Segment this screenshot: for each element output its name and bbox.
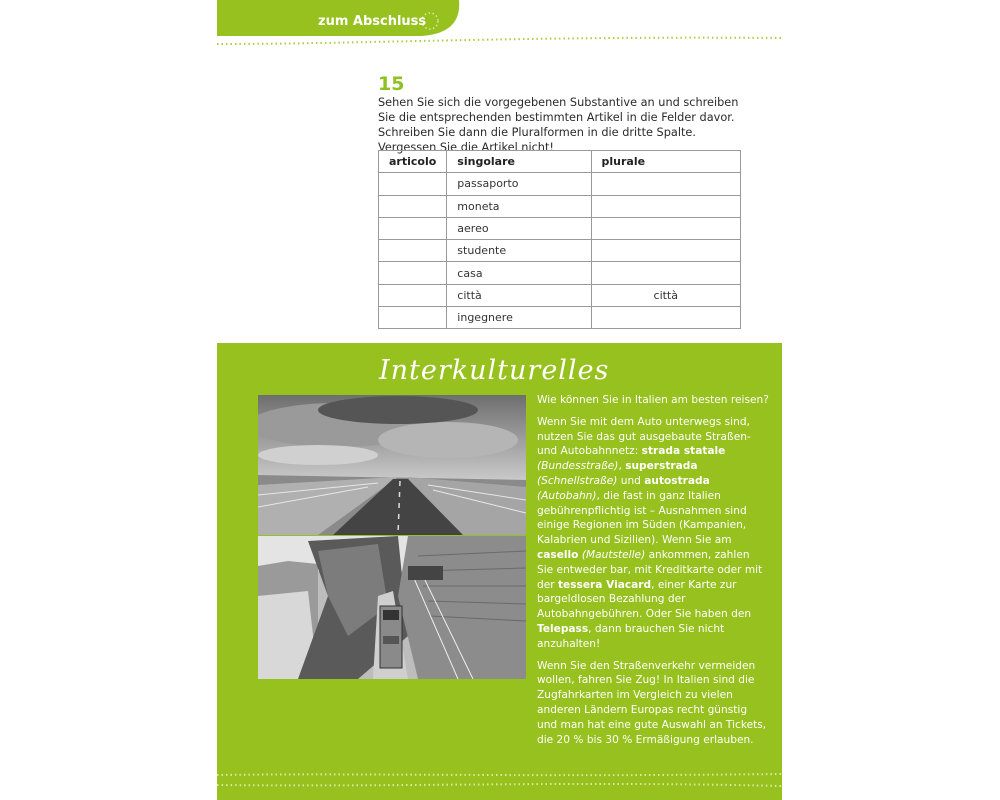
- header-plurale: plurale: [591, 151, 740, 173]
- culture-question: Wie können Sie in Italien am besten reisen?: [537, 394, 769, 406]
- articolo-input[interactable]: [379, 240, 447, 262]
- road-photo: [258, 395, 526, 535]
- singolare-cell: ingegnere: [447, 307, 591, 329]
- plurale-input[interactable]: [591, 262, 740, 284]
- section-title: zum Abschluss: [318, 14, 427, 29]
- singolare-cell: moneta: [447, 195, 591, 217]
- train-photo: [258, 536, 526, 679]
- table-header-row: [379, 151, 741, 173]
- page: [217, 0, 782, 800]
- translation: (Schnellstraße): [537, 474, 618, 487]
- header-banner: [217, 0, 782, 60]
- singolare-cell: città: [447, 284, 591, 306]
- header-singolare: singolare: [447, 151, 591, 173]
- translation: (Autobahn): [537, 489, 597, 502]
- table-row: [379, 240, 741, 262]
- table-row: [379, 173, 741, 195]
- articolo-input[interactable]: [379, 217, 447, 239]
- singolare-cell: studente: [447, 240, 591, 262]
- text-segment: , die fast in ganz Italien gebührenpflichtig ist – Ausnahmen sind einige Regionen im Süden (Kampanien, Kalabrien und Sizilien). Wenn Sie am: [537, 489, 747, 547]
- articolo-input[interactable]: [379, 195, 447, 217]
- term-tessera-viacard: tessera Viacard: [557, 578, 652, 591]
- articolo-input[interactable]: [379, 284, 447, 306]
- singolare-cell: passaporto: [447, 173, 591, 195]
- term-superstrada: superstrada: [625, 460, 698, 473]
- culture-title: Interkulturelles: [379, 355, 610, 386]
- text-segment: , einer Karte zur bargeldlosen Bezahlung der Autobahngebühren. Oder Sie haben den: [537, 578, 752, 621]
- dotted-divider: [217, 771, 782, 791]
- plurale-input[interactable]: [591, 195, 740, 217]
- term-casello: casello: [537, 548, 579, 561]
- vocab-table: [378, 150, 741, 329]
- text-segment: ,: [618, 460, 626, 473]
- translation: (Bundesstraße): [537, 460, 619, 473]
- text-segment: ankommen, zahlen Sie entweder bar, mit Kreditkarte oder mit der: [537, 548, 763, 591]
- table-row: [379, 307, 741, 329]
- plurale-input[interactable]: [591, 307, 740, 329]
- culture-text: [537, 393, 769, 754]
- plurale-input[interactable]: città: [591, 284, 740, 306]
- table-row: [379, 262, 741, 284]
- text-segment: und: [617, 474, 645, 487]
- exercise-instructions: Sehen Sie sich die vorgegebenen Substantive an und schreiben Sie die entsprechenden bestimmten Artikel in die Felder davor. Schreiben Sie dann die Pluralformen in die dritte Spalte. Vergessen Sie die Artikel nicht!: [378, 96, 739, 154]
- header-articolo: articolo: [379, 151, 447, 173]
- singolare-cell: aereo: [447, 217, 591, 239]
- articolo-input[interactable]: [379, 307, 447, 329]
- articolo-input[interactable]: [379, 173, 447, 195]
- exercise-number: 15: [378, 73, 405, 95]
- text-segment: Wenn Sie mit dem Auto unterwegs sind, nutzen Sie das gut ausgebaute Straßen- und Autobahnnetz:: [537, 415, 751, 458]
- text-segment: , dann brauchen Sie nicht anzuhalten!: [537, 622, 725, 650]
- culture-paragraph-2: Wenn Sie den Straßenverkehr vermeiden wollen, fahren Sie Zug! In Italien sind die Zugfahrkarten im Vergleich zu vielen anderen Ländern Europas recht günstig und man hat eine gute Auswahl an Tickets, die 20 % bis 30 % Ermäßigung erlauben.: [537, 659, 767, 746]
- singolare-cell: casa: [447, 262, 591, 284]
- plurale-input[interactable]: [591, 240, 740, 262]
- table-row: [379, 284, 741, 306]
- plurale-input[interactable]: [591, 217, 740, 239]
- culture-paragraph-1: [537, 415, 769, 652]
- term-telepass: Telepass: [537, 622, 589, 635]
- table-row: [379, 195, 741, 217]
- culture-box: [217, 343, 782, 800]
- header-banner-shape: [217, 0, 782, 60]
- plurale-input[interactable]: [591, 173, 740, 195]
- table-row: [379, 217, 741, 239]
- term-strada-statale: strada statale: [641, 445, 726, 458]
- translation: (Mautstelle): [578, 548, 646, 561]
- articolo-input[interactable]: [379, 262, 447, 284]
- term-autostrada: autostrada: [644, 474, 710, 487]
